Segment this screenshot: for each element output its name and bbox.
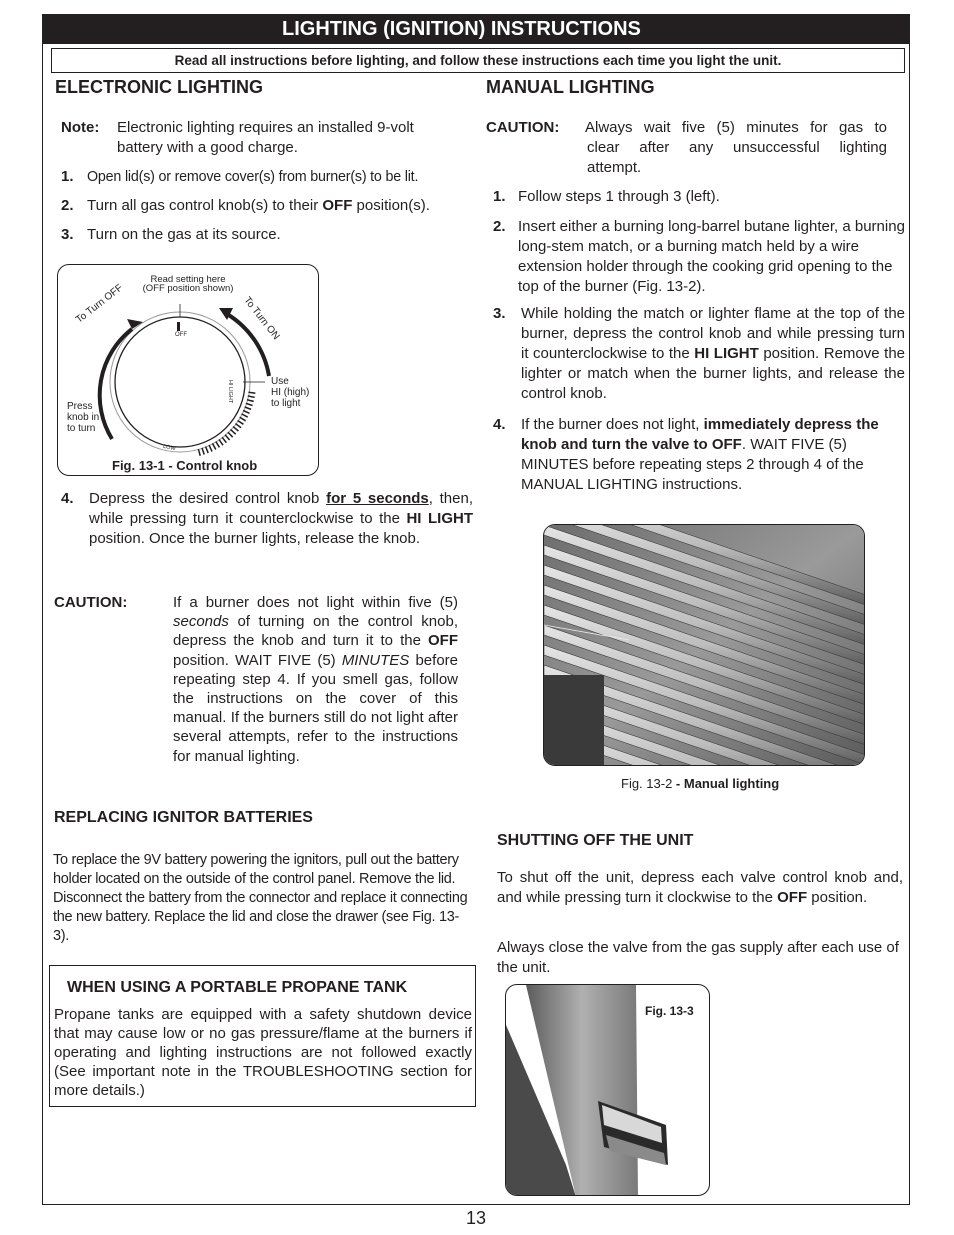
fig-13-2-caption: Fig. 13-2 - Manual lighting xyxy=(621,776,780,791)
shutting-off-text: To shut off the unit, depress each valve control knob and, and while pressing turn it clockwise to the OFF position. xyxy=(497,869,903,906)
step-text: While holding the match or lighter flame at the top of the burner, depress the control knob and while pressing turn it counterclockwise to the HI LIGHT position. Remove the lighter or match when the burner lights, and release the control knob. xyxy=(521,305,905,402)
step-number: 2. xyxy=(493,218,506,235)
manual-caution-line-3: attempt. xyxy=(587,159,642,176)
manual-lighting-photo xyxy=(543,524,865,766)
propane-tank-heading: WHEN USING A PORTABLE PROPANE TANK xyxy=(67,979,408,996)
step-text: If the burner does not light, immediately depress the knob and turn the valve to OFF. WAIT FIVE (5) MINUTES before repeating steps 2 through 4 of the MANUAL LIGHTING instructions. xyxy=(521,416,879,493)
grill-grates-image xyxy=(544,525,865,766)
banner-title: LIGHTING (IGNITION) INSTRUCTIONS xyxy=(282,18,641,40)
step-text: Open lid(s) or remove cover(s) from burner(s) to be lit. xyxy=(87,169,419,185)
step-number: 3. xyxy=(493,305,506,322)
use-hi-label: Use HI (high) to light xyxy=(271,376,310,409)
press-knob-label: Press knob in to turn xyxy=(67,401,100,434)
fig-13-3-label: Fig. 13-3 xyxy=(645,1004,694,1018)
replacing-batteries-text: To replace the 9V battery powering the ignitors, pull out the battery holder located on the outside of the control panel. Remove the lid. Disconnect the battery from the connector and replace it connecting the new battery. Replace the lid and close the drawer (see Fig. 13-3). xyxy=(53,852,468,944)
page-number: 13 xyxy=(466,1208,487,1228)
step-number: 1. xyxy=(493,188,506,205)
grill-grate-bar xyxy=(544,765,865,766)
note-label: Note: xyxy=(61,119,100,136)
manual-step-1 xyxy=(493,187,905,207)
step-number: 1. xyxy=(61,168,74,185)
read-setting-label: Read setting here (OFF position shown) xyxy=(142,274,234,294)
replacing-batteries-heading: REPLACING IGNITOR BATTERIES xyxy=(54,809,313,826)
propane-tank-text: Propane tanks are equipped with a safety shutdown device that may cause low or no gas pressure/flame at the burners if operating and lighting instructions are not followed exactly (See important note in the TROUBLESHOOTING section for more details.) xyxy=(54,1006,472,1099)
step-text: Depress the desired control knob for 5 seconds, then, while pressing turn it counterclockwise to the HI LIGHT position. Once the burner lights, release the knob. xyxy=(89,490,474,547)
manual-caution-line-1: Always wait five (5) minutes for gas to xyxy=(585,119,887,136)
control-knob-figure xyxy=(57,264,319,476)
propane-tank-box xyxy=(49,965,476,1107)
step-text: Insert either a burning long-barrel butane lighter, a burning long-stem match, or a burning match held by a wire extension holder through the cooking grid opening to the top of the burner (Fig. 13-2). xyxy=(518,218,905,295)
read-instructions-note: Read all instructions before lighting, and follow these instructions each time you light the unit. xyxy=(51,48,905,73)
step-number: 4. xyxy=(493,416,506,433)
manual-step-3 xyxy=(493,304,905,404)
caution-text: If a burner does not light within five (5) seconds of turning on the control knob, depress the knob and turn it to the OFF position. WAIT FIVE (5) MINUTES before repeating step 4. If you smell gas, follow the instructions on the cover of this manual. If the burners still do not light after several attempts, refer to the instructions for manual lighting. xyxy=(173,594,458,765)
hi-position-mark: HI LIGHT xyxy=(227,380,233,404)
electronic-lighting-heading: ELECTRONIC LIGHTING xyxy=(55,77,263,97)
step-number: 4. xyxy=(61,490,74,507)
section-banner xyxy=(42,14,910,44)
step-text: Follow steps 1 through 3 (left). xyxy=(518,188,720,205)
to-turn-on-label: To Turn ON xyxy=(241,295,282,343)
battery-drawer-figure xyxy=(505,984,710,1196)
note-line-1: Electronic lighting requires an installed 9-volt xyxy=(117,119,414,136)
step-number: 3. xyxy=(61,226,74,243)
close-gas-supply-text: Always close the valve from the gas supply after each use of the unit. xyxy=(497,939,899,976)
manual-step-2 xyxy=(493,217,905,297)
shutting-off-heading: SHUTTING OFF THE UNIT xyxy=(497,832,694,849)
step-text: Turn all gas control knob(s) to their OFF position(s). xyxy=(87,197,430,214)
caution-label: CAUTION: xyxy=(54,594,128,611)
manual-lighting-heading: MANUAL LIGHTING xyxy=(486,77,655,97)
fig-13-1-caption: Fig. 13-1 - Control knob xyxy=(112,458,258,473)
off-position-mark: OFF xyxy=(175,332,187,338)
manual-caution-label: CAUTION: xyxy=(486,119,560,136)
control-knob-diagram xyxy=(57,264,319,476)
step-text: Turn on the gas at its source. xyxy=(87,226,281,243)
to-turn-off-label: To Turn OFF xyxy=(74,282,125,326)
note-line-2: battery with a good charge. xyxy=(117,139,298,156)
manual-step-4 xyxy=(493,415,903,495)
lo-position-mark: LOW xyxy=(162,443,177,453)
manual-caution-line-2: clear after any unsuccessful lighting xyxy=(587,139,887,156)
step-number: 2. xyxy=(61,197,74,214)
electronic-step-4 xyxy=(61,489,473,549)
